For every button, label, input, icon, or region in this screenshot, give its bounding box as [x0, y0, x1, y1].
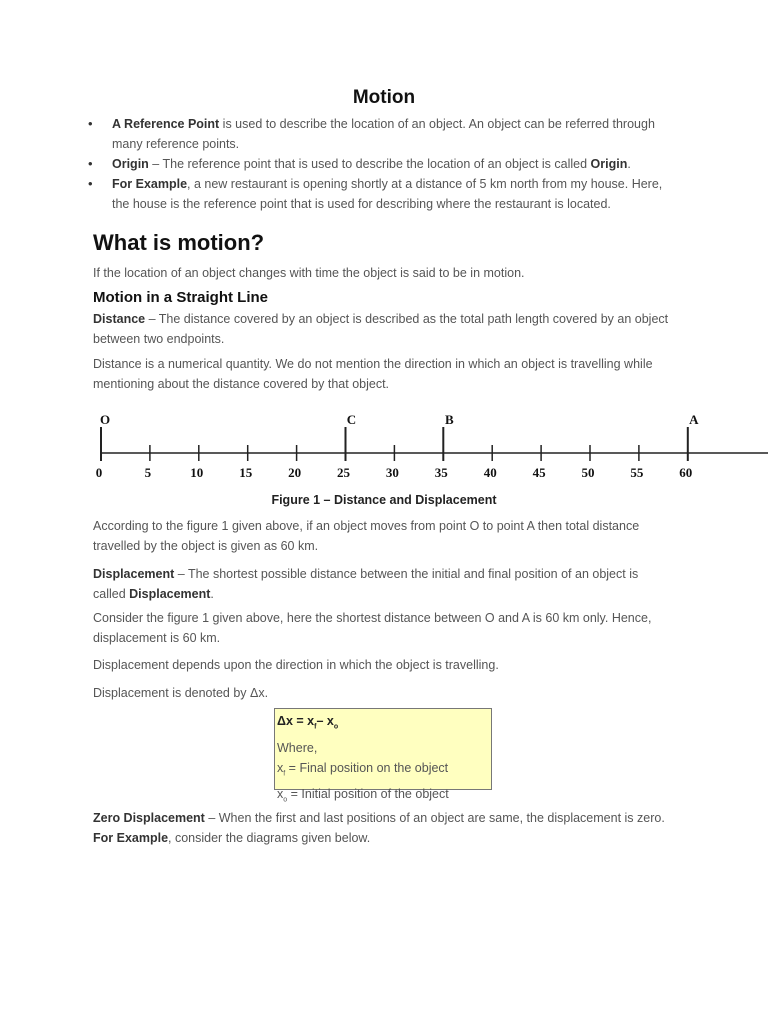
tick-label: 55: [630, 465, 644, 480]
tick-label: 50: [581, 465, 595, 480]
tick-label: 0: [95, 465, 103, 480]
bullet-term: A Reference Point: [112, 117, 220, 131]
zero-displacement-text: – When the first and last positions of an object are same, the displacement is zero.: [204, 811, 665, 825]
bullet-term: Origin: [590, 157, 628, 171]
distance-term: Distance: [93, 312, 146, 326]
tick-label: 20: [288, 465, 302, 480]
subsection-heading-straight-line: Motion in a Straight Line: [93, 289, 268, 306]
bullet-text: – The reference point that is used to describe the location of an object is called: [148, 157, 591, 171]
figure-explanation: According to the figure 1 given above, if an object moves from point O to point A then total distance travelled by the object is given as 60 km.: [93, 519, 640, 553]
section-heading-motion: What is motion?: [93, 230, 265, 255]
variable-x: x: [277, 787, 284, 801]
tick-label: 45: [532, 465, 546, 480]
formula-box: [274, 708, 492, 804]
point-label: B: [444, 412, 454, 427]
displacement-symbol-note: Displacement is denoted by Δx.: [93, 686, 269, 700]
point-label: C: [346, 412, 357, 427]
tick-label: 5: [144, 465, 152, 480]
motion-definition: If the location of an object changes with time the object is said to be in motion.: [93, 266, 525, 280]
number-line-points: [100, 412, 699, 427]
bullet-text: .: [627, 157, 631, 171]
tick-label: 15: [239, 465, 253, 480]
displacement-definition: [93, 564, 673, 604]
distance-definition: [93, 309, 673, 349]
tick-label: 10: [190, 465, 204, 480]
variable-desc: = Initial position of the object: [287, 787, 449, 801]
formula-sub-o: o: [333, 723, 339, 731]
tick-label: 40: [483, 465, 497, 480]
point-label: O: [99, 412, 111, 427]
formula-final-position: [277, 758, 491, 785]
variable-sub: o: [283, 796, 288, 804]
displacement-direction-note: Displacement depends upon the direction in which the object is travelling.: [93, 658, 499, 672]
number-line-figure: [0, 405, 768, 485]
list-item: [86, 114, 676, 154]
displacement-term-inline: Displacement: [129, 587, 211, 601]
bullet-term: For Example: [112, 177, 188, 191]
formula-lhs: Δx = x: [277, 714, 315, 728]
zero-displacement-definition: [93, 808, 673, 848]
variable-sub: f: [283, 770, 286, 777]
bullet-text: , a new restaurant is opening shortly at a distance of 5 km north from my house. Here, the house is the reference point that is used for describing where the restaurant is located.: [112, 177, 663, 211]
displacement-def-text: – The shortest possible distance between the initial and final position of an object is called: [93, 567, 639, 601]
variable-x: x: [277, 760, 284, 775]
formula-sub-f: f: [314, 723, 317, 731]
distance-note: Distance is a numerical quantity. We do not mention the direction in which an object is travelling while mentioning about the distance covered by that object.: [93, 357, 653, 391]
bullet-term: Origin: [112, 157, 149, 171]
tick-label: 60: [679, 465, 693, 480]
distance-def-text: – The distance covered by an object is described as the total path length covered by an object between two endpoints.: [93, 312, 669, 346]
list-item: [86, 174, 676, 214]
variable-desc: = Final position on the object: [285, 760, 449, 775]
displacement-term: Displacement: [93, 567, 175, 581]
tick-label: 35: [434, 465, 448, 480]
example-text: , consider the diagrams given below.: [168, 831, 371, 845]
formula-where: Where,: [277, 740, 318, 755]
list-item: [86, 154, 676, 174]
bullet-text: is used to describe the location of an object. An object can be referred through many reference points.: [112, 117, 655, 151]
displacement-example: Consider the figure 1 given above, here the shortest distance between O and A is 60 km only. Hence, displacement is 60 km.: [93, 611, 652, 645]
formula-line: [277, 711, 491, 738]
formula-initial-position: [277, 784, 491, 811]
reference-point-list: [86, 114, 676, 214]
displacement-def-tail: .: [210, 587, 214, 601]
tick-label: 30: [385, 465, 399, 480]
page-title: Motion: [352, 87, 416, 108]
formula-minus: – x: [316, 714, 334, 728]
tick-label: 25: [337, 465, 350, 480]
example-term: For Example: [93, 831, 169, 845]
point-label: A: [689, 412, 699, 427]
zero-displacement-term: Zero Displacement: [93, 811, 205, 825]
figure-caption: Figure 1 – Distance and Displacement: [271, 493, 497, 507]
